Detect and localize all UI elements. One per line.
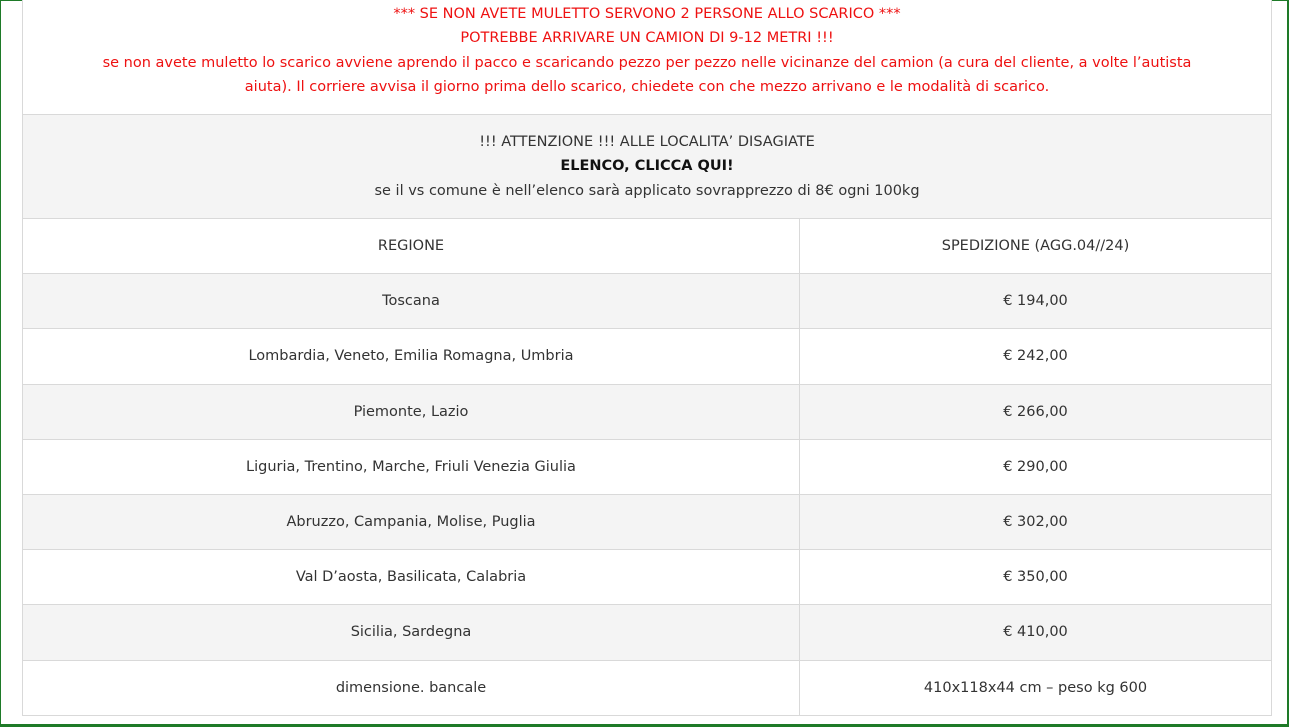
- remote-locations-list-link[interactable]: ELENCO, CLICCA QUI!: [560, 158, 734, 175]
- region-cell: Val D’aosta, Basilicata, Calabria: [23, 550, 800, 604]
- region-cell: Liguria, Trentino, Marche, Friuli Venezia Giulia: [23, 440, 800, 494]
- header-shipping: SPEDIZIONE (AGG.04//24): [941, 238, 1130, 255]
- table-row: [23, 550, 1271, 605]
- price-cell: € 194,00: [1003, 293, 1068, 310]
- table-row: [23, 329, 1271, 384]
- region-cell: Lombardia, Veneto, Emilia Romagna, Umbria: [23, 329, 800, 383]
- region-cell: Piemonte, Lazio: [23, 385, 800, 439]
- shipping-info-sheet: [22, 0, 1272, 716]
- price-cell: € 290,00: [1003, 458, 1068, 475]
- table-row: [23, 605, 1271, 660]
- price-cell: € 242,00: [1003, 348, 1068, 365]
- table-row: [23, 495, 1271, 550]
- unloading-notice: [23, 0, 1271, 115]
- table-row: [23, 440, 1271, 495]
- table-row: [23, 274, 1271, 329]
- table-row: [23, 385, 1271, 440]
- price-cell: € 410,00: [1003, 624, 1068, 641]
- region-cell: dimensione. bancale: [23, 661, 800, 716]
- region-cell: Sicilia, Sardegna: [23, 605, 800, 659]
- notice-line-forklift: *** SE NON AVETE MULETTO SERVONO 2 PERSONE ALLO SCARICO ***: [393, 6, 901, 22]
- table-row: [23, 661, 1271, 716]
- attention-heading: !!! ATTENZIONE !!! ALLE LOCALITA’ DISAGIATE: [479, 134, 815, 150]
- table-header-row: [23, 219, 1271, 274]
- header-region: REGIONE: [23, 219, 800, 273]
- price-cell: € 350,00: [1003, 569, 1068, 586]
- surcharge-note: se il vs comune è nell’elenco sarà applicato sovrapprezzo di 8€ ogni 100kg: [374, 182, 920, 199]
- price-cell: 410x118x44 cm – peso kg 600: [923, 680, 1148, 697]
- notice-line-unloading-1: se non avete muletto lo scarico avviene aprendo il pacco e scaricando pezzo per pezzo nelle vicinanze del camion (a cura del cliente, a volte l’autista: [102, 54, 1192, 71]
- price-cell: € 266,00: [1003, 403, 1068, 420]
- region-cell: Abruzzo, Campania, Molise, Puglia: [23, 495, 800, 549]
- notice-line-unloading-2: aiuta). Il corriere avvisa il giorno prima dello scarico, chiedete con che mezzo arrivano e le modalità di scarico.: [244, 78, 1050, 95]
- notice-line-truck: POTREBBE ARRIVARE UN CAMION DI 9-12 METRI !!!: [460, 30, 834, 47]
- shipping-rates-table: [23, 219, 1271, 716]
- price-cell: € 302,00: [1003, 514, 1068, 531]
- remote-locations-notice: [23, 115, 1271, 219]
- region-cell: Toscana: [23, 274, 800, 328]
